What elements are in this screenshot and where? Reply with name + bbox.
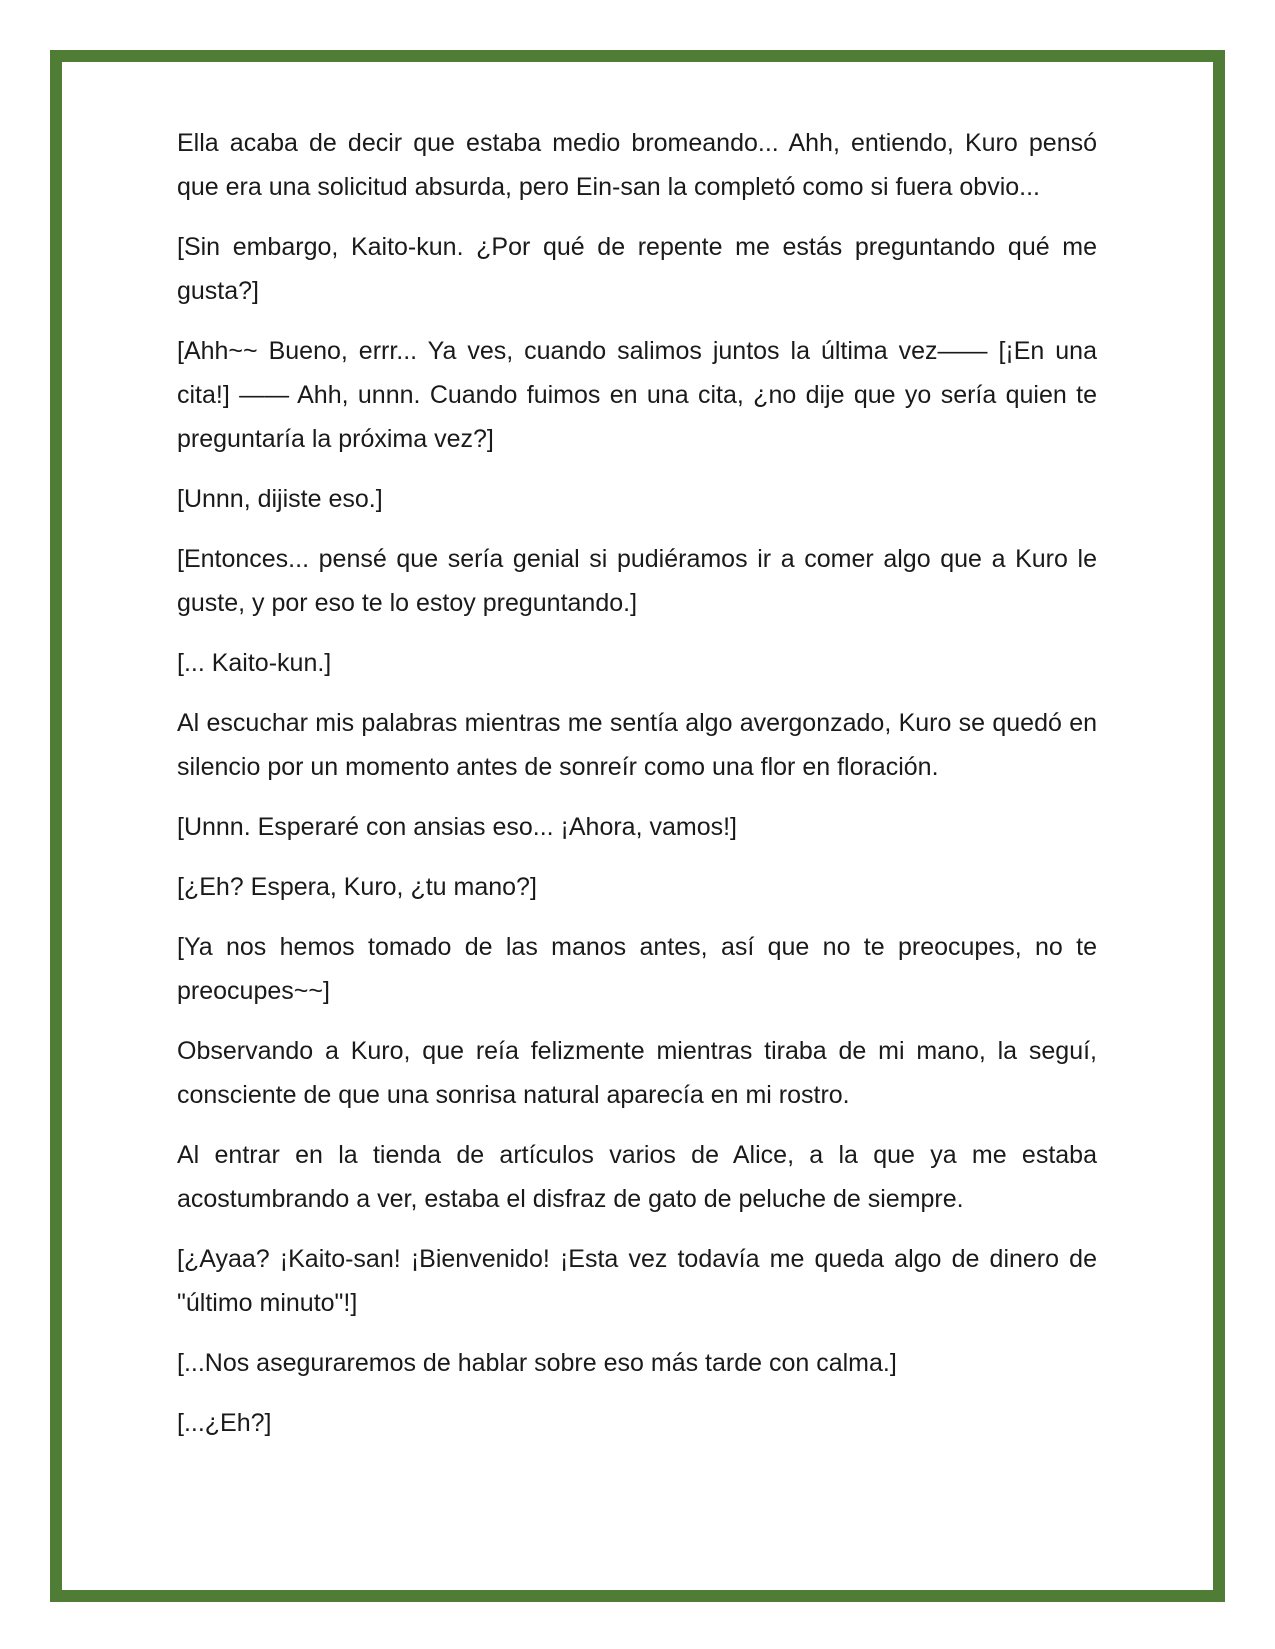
paragraph: Observando a Kuro, que reía felizmente mientras tiraba de mi mano, la seguí, consciente de que una sonrisa natural aparecía en mi rostro. bbox=[177, 1037, 1097, 1109]
paragraph: [... Kaito-kun.] bbox=[177, 649, 332, 677]
paragraph: [...Nos aseguraremos de hablar sobre eso más tarde con calma.] bbox=[177, 1349, 897, 1377]
paragraph: [Sin embargo, Kaito-kun. ¿Por qué de repente me estás preguntando qué me gusta?] bbox=[177, 233, 1097, 305]
paragraph: [Unnn. Esperaré con ansias eso... ¡Ahora, vamos!] bbox=[177, 813, 737, 841]
paragraph: Al escuchar mis palabras mientras me sentía algo avergonzado, Kuro se quedó en silencio por un momento antes de sonreír como una flor en floración. bbox=[177, 709, 1097, 781]
paragraph: Al entrar en la tienda de artículos varios de Alice, a la que ya me estaba acostumbrando a ver, estaba el disfraz de gato de peluche de siempre. bbox=[177, 1141, 1097, 1213]
paragraph: [Unnn, dijiste eso.] bbox=[177, 485, 383, 513]
paragraph: [Entonces... pensé que sería genial si pudiéramos ir a comer algo que a Kuro le guste, y por eso te lo estoy preguntando.] bbox=[177, 545, 1097, 617]
paragraph: [¿Ayaa? ¡Kaito-san! ¡Bienvenido! ¡Esta vez todavía me queda algo de dinero de "último minuto"!] bbox=[177, 1245, 1097, 1317]
paragraph: [...¿Eh?] bbox=[177, 1409, 272, 1437]
paragraph: [Ahh~~ Bueno, errr... Ya ves, cuando salimos juntos la última vez—— [¡En una cita!] —— Ahh, unnn. Cuando fuimos en una cita, ¿no dije que yo sería quien te preguntaría la próxima vez?] bbox=[177, 337, 1097, 453]
paragraph: Ella acaba de decir que estaba medio bromeando... Ahh, entiendo, Kuro pensó que era una solicitud absurda, pero Ein-san la completó como si fuera obvio... bbox=[177, 129, 1097, 201]
document-body bbox=[177, 121, 1097, 1461]
paragraph: [¿Eh? Espera, Kuro, ¿tu mano?] bbox=[177, 873, 537, 901]
paragraph: [Ya nos hemos tomado de las manos antes, así que no te preocupes, no te preocupes~~] bbox=[177, 933, 1097, 1005]
